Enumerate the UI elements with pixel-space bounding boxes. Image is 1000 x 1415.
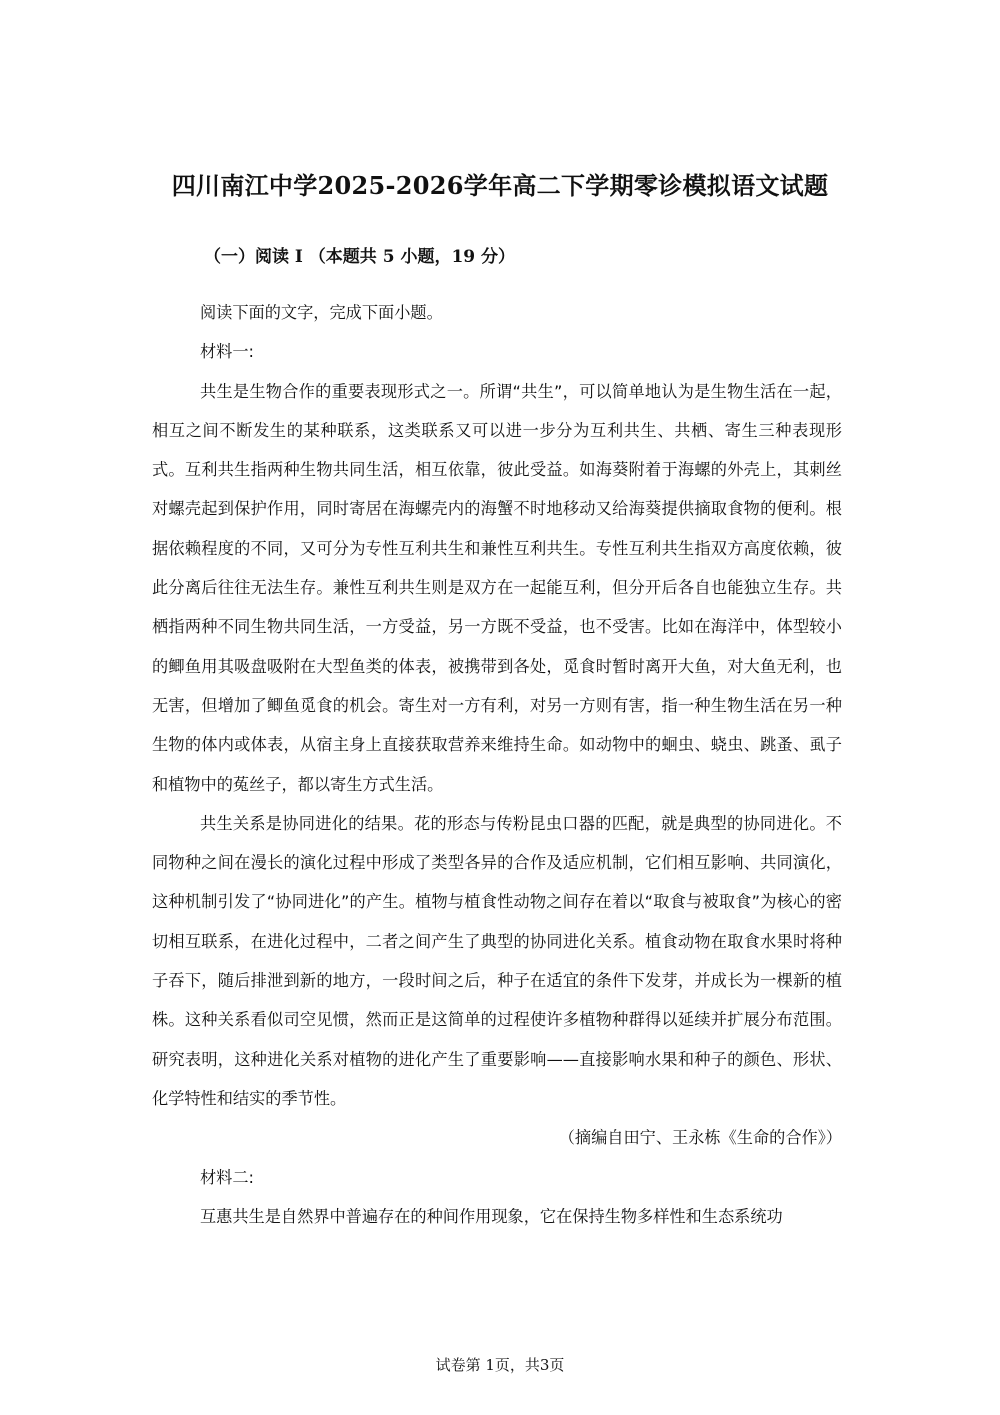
document-body bbox=[152, 293, 842, 1236]
material-two-paragraph-1: 互惠共生是自然界中普遍存在的种间作用现象，它在保持生物多样性和生态系统功 bbox=[200, 1206, 783, 1226]
instruction-text: 阅读下面的文字，完成下面小题。 bbox=[200, 303, 443, 322]
section-heading: （一）阅读 I （本题共 5 小题，19 分） bbox=[204, 247, 516, 267]
material-two-label: 材料二: bbox=[200, 1167, 255, 1187]
page-title: 四川南江中学2025-2026学年高二下学期零诊模拟语文试题 bbox=[171, 171, 829, 200]
material-one-source: （摘编自田宁、王永栋《生命的合作》） bbox=[558, 1128, 842, 1148]
material-one-paragraph-1: 共生是生物合作的重要表现形式之一。所谓“共生”，可以简单地认为是生物生活在一起，相互之间不断发生的某种联系，这类联系又可以进一步分为互利共生、共栖、寄生三种表现形式。互利共生指两种生物共同生活，相互依靠，彼此受益。如海葵附着于海螺的外壳上，其刺丝对螺壳起到保护作用，同时寄居在海螺壳内的海蟹不时地移动又给海葵提供摘取食物的便利。根据依赖程度的不同，又可分为专性互利共生和兼性互利共生。专性互利共生指双方高度依赖，彼此分离后往往无法生存。兼性互利共生则是双方在一起能互利，但分开后各自也能独立生存。共栖指两种不同生物共同生活，一方受益，另一方既不受益，也不受害。比如在海洋中，体型较小的鲫鱼用其吸盘吸附在大型鱼类的体表，被携带到各处，觅食时暂时离开大鱼，对大鱼无利，也无害，但增加了鲫鱼觅食的机会。寄生对一方有利，对另一方则有害，指一种生物生活在另一种生物的体内或体表，从宿主身上直接获取营养来维持生命。如动物中的蛔虫、蛲虫、跳蚤、虱子和植物中的菟丝子，都以寄生方式生活。 bbox=[152, 381, 842, 794]
page-footer: 试卷第 1页，共3页 bbox=[435, 1356, 565, 1374]
material-one-label: 材料一: bbox=[200, 342, 255, 362]
material-one-paragraph-2: 共生关系是协同进化的结果。花的形态与传粉昆虫口器的匹配，就是典型的协同进化。不同物种之间在漫长的演化过程中形成了类型各异的合作及适应机制，它们相互影响、共同演化，这种机制引发了“协同进化”的产生。植物与植食性动物之间存在着以“取食与被取食”为核心的密切相互联系，在进化过程中，二者之间产生了典型的协同进化关系。植食动物在取食水果时将种子吞下，随后排泄到新的地方，一段时间之后，种子在适宜的条件下发芽，并成长为一棵新的植株。这种关系看似司空见惯，然而正是这简单的过程使许多植物种群得以延续并扩展分布范围。研究表明，这种进化关系对植物的进化产生了重要影响——直接影响水果和种子的颜色、形状、化学特性和结实的季节性。 bbox=[152, 813, 842, 1108]
